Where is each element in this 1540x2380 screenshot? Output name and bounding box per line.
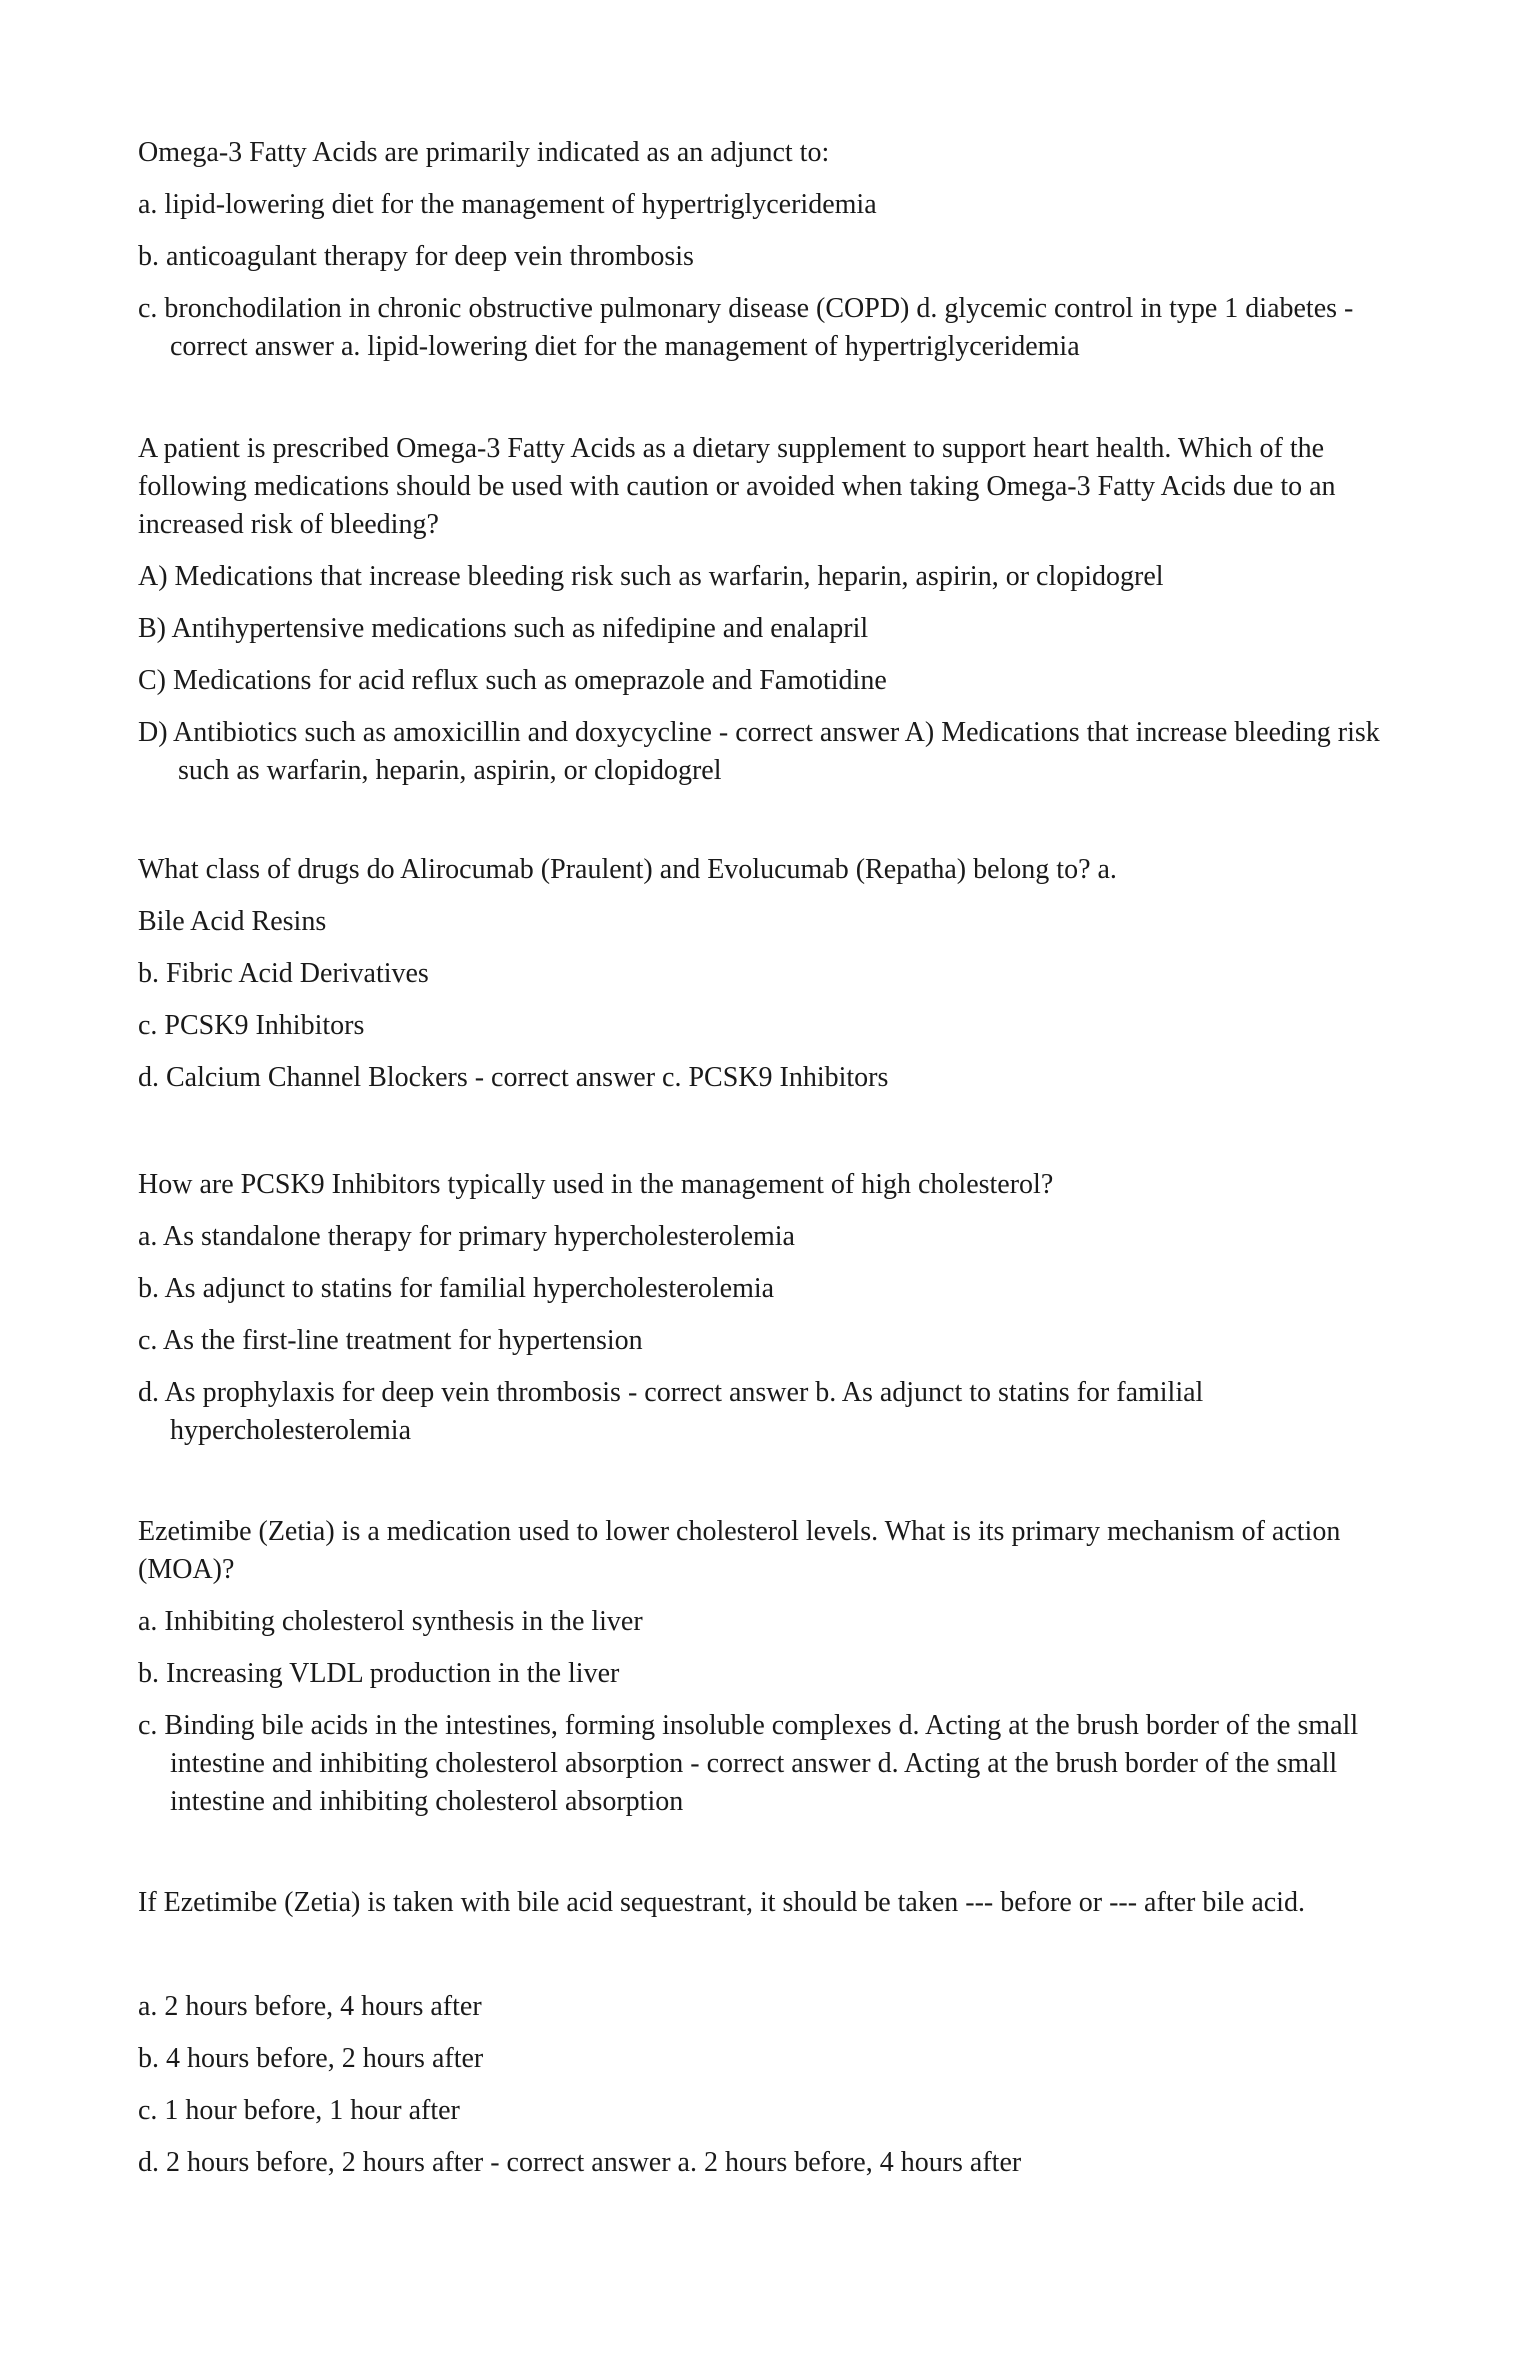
question-text: How are PCSK9 Inhibitors typically used in the management of high cholesterol? [138,1169,1054,1200]
answer-option: A) Medications that increase bleeding risk such as warfarin, heparin, aspirin, or clopidogrel [138,561,1164,592]
question-block-6 [138,1884,1388,2182]
answer-option: c. Binding bile acids in the intestines, forming insoluble complexes d. Acting at the brush border of the small intestine and inhibiting cholesterol absorption - correct answer d. Acting at the brush border of the small intestine and inhibiting cholesterol absorption [138,1710,1359,1817]
answer-option: d. 2 hours before, 2 hours after - correct answer a. 2 hours before, 4 hours after [138,2147,1022,2178]
answer-option: a. lipid-lowering diet for the management of hypertriglyceridemia [138,189,877,220]
answer-option: b. anticoagulant therapy for deep vein thrombosis [138,241,694,272]
answer-option: c. 1 hour before, 1 hour after [138,2095,460,2126]
question-text: Omega-3 Fatty Acids are primarily indicated as an adjunct to: [138,137,830,168]
question-text: A patient is prescribed Omega-3 Fatty Acids as a dietary supplement to support heart health. Which of the following medications should be used with caution or avoided when taking Omega-3 Fatty Acids due to an increased risk of bleeding? [138,433,1336,540]
answer-option: b. As adjunct to statins for familial hypercholesterolemia [138,1273,775,1304]
answer-option: B) Antihypertensive medications such as nifedipine and enalapril [138,613,869,644]
answer-option: d. As prophylaxis for deep vein thrombosis - correct answer b. As adjunct to statins for familial hypercholesterolemia [138,1377,1204,1446]
question-block-5 [138,1513,1388,1821]
answer-option: Bile Acid Resins [138,906,327,937]
answer-option: b. Fibric Acid Derivatives [138,958,429,989]
answer-option: c. bronchodilation in chronic obstructive pulmonary disease (COPD) d. glycemic control in type 1 diabetes - correct answer a. lipid-lowering diet for the management of hypertriglyceridemia [138,293,1354,362]
question-text: What class of drugs do Alirocumab (Praulent) and Evolucumab (Repatha) belong to? a. [138,854,1117,885]
answer-option: c. As the first-line treatment for hypertension [138,1325,643,1356]
answer-option: b. Increasing VLDL production in the liver [138,1658,620,1689]
answer-option: d. Calcium Channel Blockers - correct answer c. PCSK9 Inhibitors [138,1062,889,1093]
question-block-2 [138,430,1388,790]
question-text: Ezetimibe (Zetia) is a medication used to lower cholesterol levels. What is its primary mechanism of action (MOA)? [138,1516,1341,1585]
answer-option: b. 4 hours before, 2 hours after [138,2043,484,2074]
question-text: If Ezetimibe (Zetia) is taken with bile acid sequestrant, it should be taken --- before or --- after bile acid. [138,1887,1305,1918]
answer-option: C) Medications for acid reflux such as omeprazole and Famotidine [138,665,887,696]
answer-option: a. 2 hours before, 4 hours after [138,1991,482,2022]
answer-option: a. Inhibiting cholesterol synthesis in the liver [138,1606,643,1637]
question-block-4 [138,1166,1388,1450]
answer-option: D) Antibiotics such as amoxicillin and doxycycline - correct answer A) Medications that increase bleeding risk such as warfarin, heparin, aspirin, or clopidogrel [138,717,1380,786]
answer-option: a. As standalone therapy for primary hypercholesterolemia [138,1221,795,1252]
answer-option: c. PCSK9 Inhibitors [138,1010,365,1041]
question-block-3 [138,851,1388,1097]
question-block-1 [138,134,1388,366]
